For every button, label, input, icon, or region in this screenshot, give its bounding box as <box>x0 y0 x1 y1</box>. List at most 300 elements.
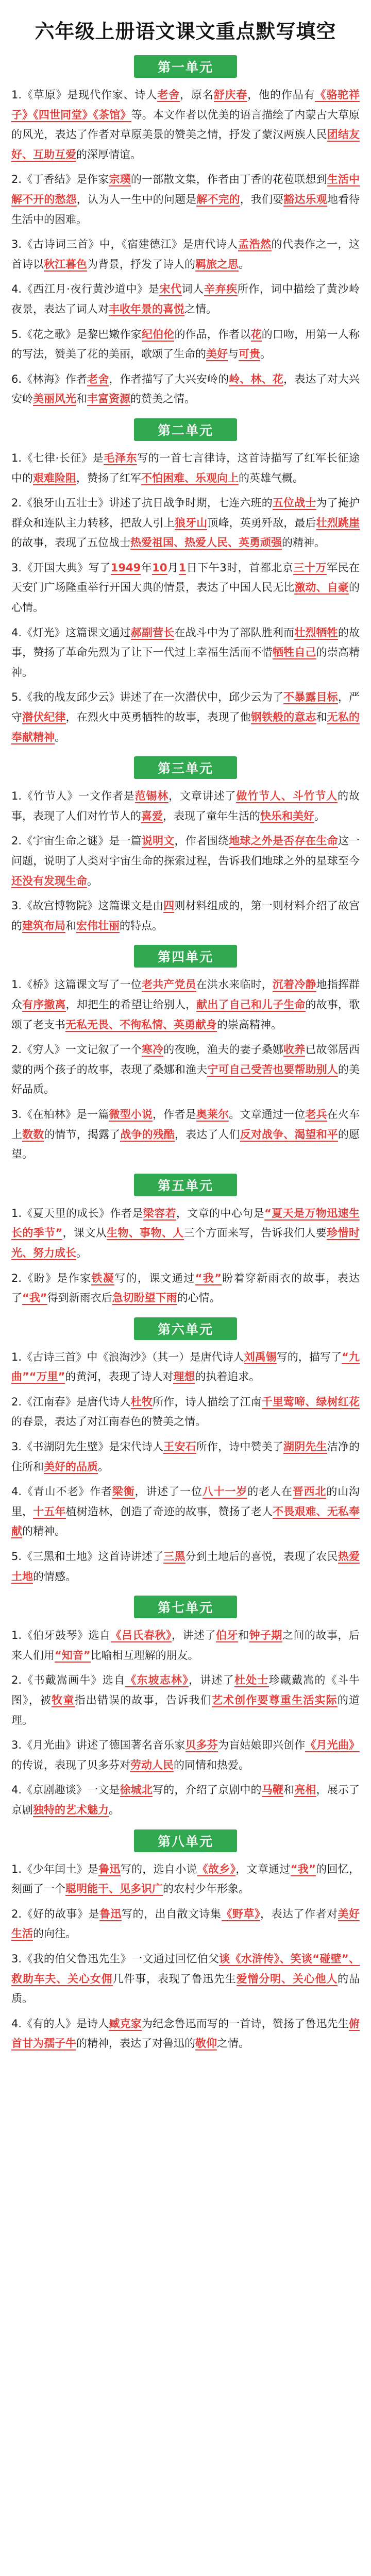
answer-text: 牺牲自己 <box>273 646 316 659</box>
item-text: 等。本文作者以优美的语言描绘了内蒙古大草原的风光，表达了作者对草原美景的赞美之情，抒发了蒙汉两族人民 <box>11 108 360 141</box>
item-text: 为盲姑娘即兴创作 <box>218 1739 306 1752</box>
item-text: 。 <box>239 258 249 270</box>
item-text: 的向往。 <box>33 1927 76 1940</box>
item-text: 3.《古诗词三首》中，《宿建德江》是唐代诗人 <box>11 238 239 251</box>
answer-text: “我” <box>22 1292 47 1304</box>
answer-text: 贝多芬 <box>185 1739 218 1752</box>
answer-text: 老舍 <box>157 89 180 101</box>
answer-text: 建筑布局 <box>22 919 65 932</box>
answer-text: 臧克家 <box>109 2017 142 2030</box>
answer-text: 宗璞 <box>109 173 131 186</box>
unit-heading: 第三单元 <box>134 756 237 779</box>
item-text: 的回忆，刻画了一个 <box>11 1862 360 1895</box>
item-text: 的春景，表达了对江南春色的赞美之情。 <box>11 1415 206 1428</box>
item-text: 则材料组成的，第一则材料介绍了故宫的 <box>11 900 360 932</box>
answer-text: 舒庆春 <box>213 89 248 101</box>
units-container <box>11 55 360 2054</box>
answer-text: 反对战争、渴望和平 <box>240 1128 338 1141</box>
unit-section <box>11 1596 360 1820</box>
item-text: 的作品，作者以 <box>174 328 251 341</box>
answer-text: 生活中解不开的愁怨 <box>11 173 360 206</box>
unit-section <box>11 756 360 936</box>
item-text: 日下午3时，首都北京 <box>186 561 294 574</box>
answer-text: 宋代 <box>159 283 182 296</box>
answer-text: 郝副营长 <box>130 626 175 639</box>
fill-item <box>11 279 360 319</box>
unit-heading: 第五单元 <box>134 1174 237 1196</box>
item-text: 写的，介绍了京剧中的 <box>153 1784 262 1797</box>
item-text: ，文章通过 <box>235 1862 291 1875</box>
answer-text: 梁容若 <box>143 1207 176 1219</box>
answer-text: 喜爱 <box>141 809 163 822</box>
fill-item <box>11 1949 360 2009</box>
fill-item <box>11 493 360 553</box>
answer-text: 激动、自豪 <box>294 581 349 594</box>
fill-item <box>11 325 360 364</box>
item-text: ，讲述了 <box>172 1629 216 1642</box>
answer-text: 晋西北 <box>292 1485 327 1498</box>
answer-text: 丰收年景的喜悦 <box>109 302 184 315</box>
fill-item <box>11 1859 360 1899</box>
unit-section <box>11 1174 360 1308</box>
item-text: 1.《七律·长征》是 <box>11 451 104 464</box>
answer-text: 珍惜时光、努力成长 <box>11 1227 360 1259</box>
item-text: 1.《少年闰土》是 <box>11 1862 99 1875</box>
answer-text: 谈《水浒传》、笑谈“碰壁”、救助车夫、关心女佣 <box>11 1952 360 1985</box>
answer-text: 花 <box>250 328 262 341</box>
answer-text: 潜伏纪律 <box>22 711 66 724</box>
answer-text: 老舍 <box>87 372 109 385</box>
item-text: ，赞扬了红军 <box>76 471 141 484</box>
item-text: ，讲述了一位 <box>134 1485 203 1498</box>
item-text: 的农村少年形象。 <box>163 1883 249 1895</box>
item-text: 植树造林，创造了奇迹的故事，赞扬了老人 <box>65 1505 273 1518</box>
item-text: 之情。 <box>217 2037 249 2050</box>
document-title: 六年级上册语文课文重点默写填空 <box>35 20 336 43</box>
item-text: 2.《丁香结》是作家 <box>11 173 109 186</box>
unit-section <box>11 1317 360 1587</box>
answer-text: 寒冷 <box>141 1043 164 1056</box>
fill-item <box>11 170 360 229</box>
answer-text: 五位战士 <box>272 497 316 510</box>
item-text: 5.《花之歌》是黎巴嫩作家 <box>11 328 142 341</box>
item-text: 与 <box>228 348 239 361</box>
answer-text: 三十万 <box>293 561 327 574</box>
item-text: 已故邻居西蒙的两个孩子的故事，表现了桑娜和渔夫 <box>11 1043 360 1076</box>
answer-text: 《故乡》 <box>197 1862 236 1875</box>
item-text: 盼着穿新雨衣的故事，表达了 <box>11 1272 360 1304</box>
answer-text: 《吕氏春秋》 <box>110 1629 172 1642</box>
fill-item <box>11 1904 360 1944</box>
item-text: 的执着追求。 <box>195 1370 260 1383</box>
answer-text: 伯牙 <box>216 1629 239 1642</box>
item-text: 的故事，表现了人们对竹节人的 <box>11 790 360 822</box>
item-text: ，表达了对大兴安岭 <box>11 372 360 405</box>
item-text: 2.《江南春》是唐代诗人 <box>11 1395 131 1408</box>
answer-text: 沉着冷静 <box>272 978 316 991</box>
item-text: 4.《青山不老》作者 <box>11 1485 112 1498</box>
item-text: 在洪水来临时， <box>196 978 273 991</box>
answer-text: 羁旅之思 <box>195 258 239 270</box>
item-text: 和 <box>65 919 76 932</box>
answer-text: 数数 <box>22 1128 44 1141</box>
item-text: 指出错误的故事，告诉我们 <box>74 1694 212 1706</box>
answer-text: 说明文 <box>141 835 175 848</box>
answer-text: 团结友好、互助互爱 <box>11 128 360 161</box>
item-text: 为纪念鲁迅而写的一首诗，赞扬了鲁迅先生 <box>141 2017 349 2030</box>
fill-item <box>11 1347 360 1387</box>
item-text: 2.《狼牙山五壮士》讲述了抗日战争时期，七连六班的 <box>11 497 273 510</box>
item-text: 所作，词中描绘了黄沙岭夜景，表达了词人对 <box>11 283 360 315</box>
item-text: 的故事，表现了五位战士 <box>11 536 130 549</box>
item-text: 洁净的住所和 <box>11 1440 360 1473</box>
unit-heading: 第六单元 <box>134 1317 237 1340</box>
answer-text: 宁可自己受苦也要帮助别人 <box>207 1063 338 1076</box>
item-text: ，认为人一生中的问题是 <box>76 193 197 206</box>
answer-text: 王安石 <box>163 1440 196 1453</box>
item-text: 4.《有的人》是诗人 <box>11 2017 109 2030</box>
answer-text: 爱憎分明、关心他人 <box>236 1972 338 1985</box>
fill-item <box>11 1105 360 1164</box>
fill-item <box>11 687 360 747</box>
item-text: 这一问题，说明了人类对宇宙生命的探索过程，告诉我们地球之外的星球至今 <box>11 835 360 867</box>
answer-text: 美好生活 <box>11 1907 360 1940</box>
answer-text: “我” <box>195 1272 222 1284</box>
item-text: 。 <box>55 731 65 743</box>
answer-text: 无私的奉献精神 <box>11 711 360 743</box>
answer-text: 快乐和美好 <box>260 809 314 822</box>
unit-heading: 第一单元 <box>134 55 237 78</box>
answer-text: 《骆驼祥子》《四世同堂》《茶馆》 <box>11 89 360 121</box>
answer-text: 刘禹锡 <box>244 1350 277 1363</box>
answer-text: 献出了自己和儿子生命 <box>196 998 306 1011</box>
item-text: 2.《好的故事》是 <box>11 1907 100 1920</box>
item-text: 的故事，赞扬了革命先烈为了让下一代过上幸福生活而不惜 <box>11 626 360 659</box>
answer-text: 亮相 <box>294 1784 316 1797</box>
answer-text: 可贵 <box>239 348 260 361</box>
item-text: 军民在天安门广场隆重举行开国大典的情景，表达了中国人民无比 <box>11 561 360 594</box>
answer-text: 马鞭 <box>261 1784 284 1797</box>
item-text: ，表现了童年生活的 <box>163 809 260 822</box>
item-text: 年 <box>141 561 153 574</box>
item-text: 。文章通过一位 <box>229 1108 306 1121</box>
item-text: 的山沟里， <box>11 1485 360 1518</box>
item-text: 的黄河，表现了诗人对 <box>65 1370 174 1383</box>
item-text: 1.《古诗三首》中《浪淘沙》（其一）是唐代诗人 <box>11 1350 244 1363</box>
item-text: ，作者围绕 <box>174 835 229 848</box>
item-text: 和 <box>238 1629 249 1642</box>
unit-heading: 第八单元 <box>134 1829 237 1852</box>
answer-text: 热爱土地 <box>11 1550 360 1583</box>
item-text: 1.《桥》这篇课文写了一位 <box>11 978 142 991</box>
item-text: 。 <box>260 348 271 361</box>
item-text: 2.《书戴嵩画牛》选自 <box>11 1674 126 1687</box>
unit-section <box>11 55 360 409</box>
answer-text: 不暴露目标 <box>283 691 338 704</box>
answer-text: 十五年 <box>33 1505 66 1518</box>
item-text: 的崇高精神。 <box>217 1018 282 1031</box>
answer-text: 丰富资源 <box>87 393 130 405</box>
answer-text: 孟浩然 <box>238 238 272 251</box>
item-text: 比喻相互理解的朋友。 <box>90 1649 199 1662</box>
item-text: 的精神，表达了对鲁迅的 <box>76 2037 195 2050</box>
item-text: 2.《盼》是作家 <box>11 1272 92 1284</box>
item-text: 为背景，抒发了诗人的 <box>87 258 195 270</box>
answer-text: 鲁迅 <box>98 1862 121 1875</box>
answer-text: 微型小说 <box>109 1108 153 1121</box>
item-text: 三个方面来写，告诉我们人要 <box>183 1227 327 1240</box>
fill-item <box>11 558 360 618</box>
item-text: 之情。 <box>184 302 217 315</box>
item-text: ，在烈火中英勇牺牲的故事，表现了他 <box>65 711 251 724</box>
answer-text: 老兵 <box>305 1108 327 1121</box>
answer-text: 独特的艺术魅力 <box>33 1803 109 1816</box>
fill-item <box>11 896 360 936</box>
answer-text: 豁达乐观 <box>283 193 327 206</box>
answer-text: 纪伯伦 <box>141 328 175 341</box>
item-text: 在战斗中为了部队胜利而 <box>174 626 295 639</box>
item-text: 分到土地后的喜悦，表现了农民 <box>185 1550 338 1563</box>
item-text: 的特点。 <box>120 919 163 932</box>
unit-heading: 第二单元 <box>134 418 237 441</box>
fill-item <box>11 2014 360 2054</box>
answer-text: 《月光曲》 <box>305 1739 360 1752</box>
item-text: 月 <box>167 561 179 574</box>
answer-text: 还没有发现生命 <box>11 874 87 887</box>
answer-text: 艺术创作要尊重生活实际 <box>211 1694 338 1706</box>
item-text: 3.《月光曲》讲述了德国著名音乐家 <box>11 1739 185 1752</box>
fill-item <box>11 1204 360 1263</box>
item-text: ，我们要 <box>240 193 284 206</box>
fill-item <box>11 448 360 488</box>
item-text: 写的，出自散文诗集 <box>122 1907 222 1920</box>
item-text: 写的一首七言律诗，这首诗描写了红军长征途中的 <box>11 451 360 484</box>
item-text: 珍藏戴嵩的《斗牛图》，被 <box>11 1674 360 1706</box>
fill-item <box>11 1040 360 1099</box>
item-text: 的精神。 <box>22 1525 65 1538</box>
fill-item <box>11 623 360 683</box>
item-text: ，展示了京剧 <box>11 1784 360 1816</box>
item-text: 3.《在柏林》是一篇 <box>11 1108 109 1121</box>
item-text: 得到新雨衣后 <box>47 1292 112 1304</box>
item-text: 的英雄气概。 <box>239 471 303 484</box>
item-text: 4.《灯光》这篇课文通过 <box>11 626 131 639</box>
item-text: 的情感。 <box>33 1570 76 1583</box>
item-text: ，表达了人们 <box>174 1128 240 1141</box>
fill-item <box>11 831 360 891</box>
item-text: 地看待生活中的困难。 <box>11 193 360 226</box>
item-text: ，课文从 <box>62 1227 107 1240</box>
item-text: 的赞美之情。 <box>130 393 195 405</box>
answer-text: 梁衡 <box>112 1485 135 1498</box>
item-text: ，原名 <box>180 89 214 101</box>
item-text: 写的，描写了 <box>276 1350 342 1363</box>
answer-text: 四 <box>163 900 175 912</box>
answer-text: 10 <box>152 561 167 574</box>
item-text: 顶峰，英勇歼敌，最后 <box>207 516 316 529</box>
item-text: 2.《穷人》一文记叙了一个 <box>11 1043 142 1056</box>
answer-text: 鲁迅 <box>99 1907 122 1920</box>
answer-text: 美丽风光 <box>33 393 76 405</box>
answer-text: 牧童 <box>52 1694 75 1706</box>
item-text: 5.《三黑和土地》这首诗讲述了 <box>11 1550 164 1563</box>
item-text: 4.《京剧趣谈》一文是 <box>11 1784 120 1797</box>
answer-text: 美好的品质 <box>44 1460 98 1473</box>
answer-text: “我” <box>290 1862 316 1875</box>
answer-text: 辛弃疾 <box>204 283 238 296</box>
fill-item <box>11 1735 360 1775</box>
unit-section <box>11 1829 360 2054</box>
answer-text: 狼牙山 <box>174 516 208 529</box>
item-text: ，作者是 <box>153 1108 196 1121</box>
item-text: 的崇高精神。 <box>11 646 360 679</box>
answer-text: 《东坡志林》 <box>125 1674 189 1687</box>
answer-text: 三黑 <box>163 1550 185 1563</box>
item-text: 写的，选自小说 <box>120 1862 197 1875</box>
item-text: 词人 <box>181 283 204 296</box>
item-text: 的故事，歌颂了老支书 <box>11 998 360 1031</box>
answer-text: 老共产党员 <box>141 978 196 991</box>
unit-heading: 第四单元 <box>134 945 237 968</box>
item-text: 的夜晚，渔夫的妻子桑娜 <box>163 1043 284 1056</box>
unit-heading: 第七单元 <box>134 1596 237 1618</box>
item-text: 的同情和热爱。 <box>174 1758 249 1771</box>
item-text: 所作，诗人描绘了江南 <box>153 1395 262 1408</box>
item-text: 4.《西江月·夜行黄沙道中》是 <box>11 283 160 296</box>
answer-text: 做竹节人、斗竹节人 <box>236 790 338 803</box>
item-text: ，他的作品有 <box>247 89 315 101</box>
answer-text: 奥莱尔 <box>196 1108 229 1121</box>
item-text: 之间的故事，后来人们用 <box>11 1629 360 1662</box>
item-text: 3.《书湖阴先生壁》是宋代诗人 <box>11 1440 164 1453</box>
answer-text: 《野草》 <box>221 1907 261 1920</box>
answer-text: 1949 <box>110 561 141 574</box>
item-text: 1.《草原》是现代作家、诗人 <box>11 89 158 101</box>
item-text: 的道理。 <box>11 1694 360 1726</box>
fill-item <box>11 1437 360 1477</box>
item-text: 在火车上 <box>11 1108 360 1141</box>
item-text: 。 <box>314 809 325 822</box>
answer-text: “知音” <box>55 1649 91 1662</box>
item-text: ，作者描写了大兴安岭的 <box>109 372 229 385</box>
answer-text: 秋江暮色 <box>44 258 87 270</box>
answer-text: 毛泽东 <box>104 451 138 464</box>
fill-item <box>11 1268 360 1308</box>
fill-item <box>11 1780 360 1820</box>
fill-item <box>11 369 360 409</box>
item-text: 的深厚情谊。 <box>76 148 141 161</box>
item-text: 的口吻，用第一人称的写法，赞美了花的美丽，歌颂了生命的 <box>11 328 360 361</box>
item-text: 3.《故宫博物院》这篇课文是由 <box>11 900 164 912</box>
item-text: 1.《夏天里的成长》作者是 <box>11 1207 143 1219</box>
item-text: 。 <box>98 1460 109 1473</box>
item-text: 和 <box>283 1784 295 1797</box>
answer-text: 岭、林、花 <box>229 372 284 385</box>
answer-text: 1 <box>178 561 187 574</box>
item-text: 1.《竹节人》一文作者是 <box>11 790 135 803</box>
answer-text: 聪明能干、见多识广 <box>65 1883 163 1895</box>
item-text: 。 <box>109 1803 120 1816</box>
item-text: 1.《伯牙鼓琴》选自 <box>11 1629 111 1642</box>
item-text: 的美好品质。 <box>11 1063 360 1096</box>
answer-text: 有序撤离 <box>22 998 66 1011</box>
item-text: ，文章的中心句是 <box>176 1207 265 1219</box>
answer-text: 无私无畏、不徇私情、英勇献身 <box>65 1018 217 1031</box>
item-text: ，严守 <box>11 691 360 724</box>
item-text: 地指挥群众 <box>11 978 360 1011</box>
answer-text: 艰难险阻 <box>33 471 76 484</box>
answer-text: 美好 <box>206 348 228 361</box>
item-text: 5.《我的战友邱少云》讲述了在一次潜伏中，邱少云为了 <box>11 691 284 704</box>
answer-text: 俯首甘为孺子牛 <box>11 2017 360 2050</box>
fill-item <box>11 85 360 164</box>
item-text: 的一部散文集，作者由丁香的花苞联想到 <box>130 173 327 186</box>
fill-item <box>11 1670 360 1730</box>
answer-text: 杜处士 <box>234 1674 269 1687</box>
fill-item <box>11 1625 360 1665</box>
answer-text: 千里莺啼、绿树红花 <box>261 1395 360 1408</box>
answer-text: 理想 <box>173 1370 195 1383</box>
item-text: ，却把生的希望让给别人， <box>65 998 197 1011</box>
fill-item <box>11 1547 360 1586</box>
answer-text: 战争的残酷 <box>120 1128 175 1141</box>
answer-text: 杜牧 <box>130 1395 153 1408</box>
item-text: 的老人在 <box>247 1485 293 1498</box>
fill-item <box>11 786 360 826</box>
answer-text: 急切盼望下雨 <box>112 1292 177 1304</box>
answer-text: 劳动人民 <box>130 1758 174 1771</box>
item-text: 和 <box>76 393 87 405</box>
answer-text: 钢铁般的意志 <box>250 711 316 724</box>
item-text: 为了掩护群众和连队主力转移，把敌人引上 <box>11 497 360 529</box>
item-text: 2.《宇宙生命之谜》是一篇 <box>11 835 142 848</box>
answer-text: 敬仰 <box>195 2037 217 2050</box>
answer-text: 解不完的 <box>196 193 240 206</box>
item-text: ，表达了作者对 <box>260 1907 338 1920</box>
item-text: 写的，课文通过 <box>114 1272 195 1284</box>
answer-text: 徐城北 <box>120 1784 153 1797</box>
unit-section <box>11 418 360 747</box>
item-text: 的代表作之一，这首诗以 <box>11 238 360 270</box>
item-text: ，文章讲述了 <box>168 790 237 803</box>
item-text: 3.《开国大典》写了 <box>11 561 111 574</box>
answer-text: 范锡林 <box>134 790 169 803</box>
fill-item <box>11 234 360 274</box>
answer-text: 生物、事物、人 <box>107 1227 184 1240</box>
answer-text: “夏天是万物迅速生长的季节” <box>11 1207 360 1240</box>
item-text: 所作，诗中赞美了 <box>196 1440 284 1453</box>
fill-item <box>11 1482 360 1541</box>
item-text: 的传说，表现了贝多芬对 <box>11 1758 130 1771</box>
item-text: 的愿望。 <box>11 1128 360 1161</box>
answer-text: 钟子期 <box>249 1629 283 1642</box>
answer-text: 八十一岁 <box>202 1485 248 1498</box>
item-text: 的心情。 <box>11 581 360 614</box>
item-text: 的情节，揭露了 <box>44 1128 121 1141</box>
answer-text: 铁凝 <box>91 1272 115 1284</box>
answer-text: 不畏艰难、无私奉献 <box>11 1505 360 1538</box>
answer-text: 宏伟壮丽 <box>76 919 120 932</box>
answer-text: 壮烈跳崖 <box>316 516 360 529</box>
item-text: 的心情。 <box>177 1292 221 1304</box>
fill-item <box>11 1392 360 1432</box>
item-text: 和 <box>316 711 327 724</box>
answer-text: 壮烈牺牲 <box>294 626 338 639</box>
answer-text: 不怕困难、乐观向上 <box>141 471 239 484</box>
fill-item <box>11 975 360 1035</box>
item-text: 几件事，表现了鲁迅先生 <box>112 1972 237 1985</box>
answer-text: 热爱祖国、热爱人民、英勇顽强 <box>130 536 282 549</box>
